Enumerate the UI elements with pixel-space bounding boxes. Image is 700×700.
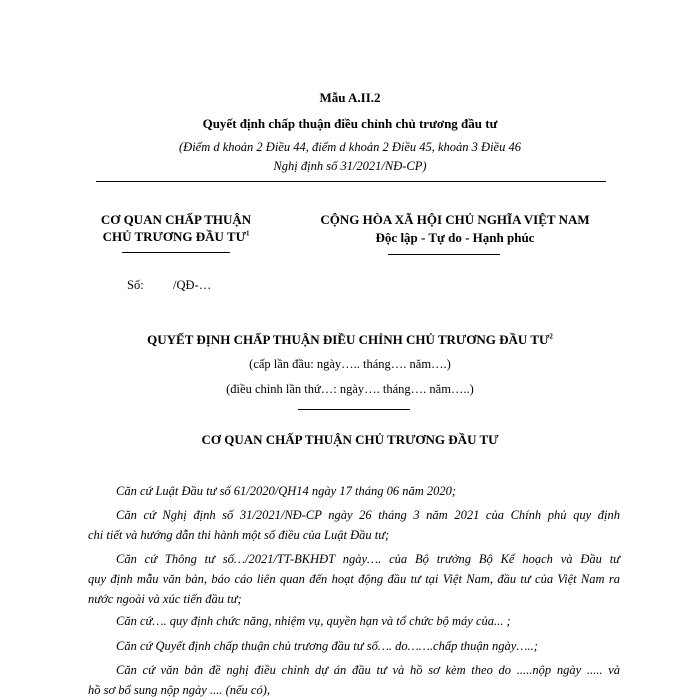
basis-paragraph: Căn cứ văn bản đề nghị điều chỉnh dự án đầu tư và hồ sơ kèm theo do .....nộp ngày ..... và hồ sơ bổ sung nộp ngày .... (nếu có),	[88, 663, 620, 697]
decision-underline	[298, 409, 410, 410]
footnote-marker-2: 2	[549, 332, 553, 341]
header-divider	[96, 181, 606, 182]
basis-paragraph: Căn cứ Quyết định chấp thuận chủ trương đầu tư số…. do…….chấp thuận ngày…..;	[116, 639, 538, 653]
basis-paragraph: Căn cứ Nghị định số 31/2021/NĐ-CP ngày 26 tháng 3 năm 2021 của Chính phủ quy định chi tiết và hướng dẫn thi hành một số điều của Luật Đầu tư;	[88, 508, 620, 542]
motto-underline	[388, 254, 500, 255]
authority-heading: CƠ QUAN CHẤP THUẬN CHỦ TRƯƠNG ĐẦU TƯ	[201, 432, 499, 447]
issue-adjust: (điều chỉnh lần thứ…: ngày…. tháng…. năm…..)	[226, 382, 474, 396]
footnote-marker-1: 1	[245, 229, 250, 238]
basis-paragraph: Căn cứ…. quy định chức năng, nhiệm vụ, quyền hạn và tổ chức bộ máy của... ;	[116, 614, 511, 628]
agency-name-line2: CHỦ TRƯƠNG ĐẦU $TƯ^1$	[102, 229, 250, 244]
decision-title: QUYẾT ĐỊNH CHẤP THUẬN ĐIỀU CHỈNH CHỦ TRƯƠNG ĐẦU $TƯ^2$	[147, 332, 553, 347]
basis-paragraph: Căn cứ Thông tư số…/2021/TT-BKHĐT ngày…. của Bộ trưởng Bộ Kế hoạch và Đầu tư quy định mẫu văn bản, báo cáo liên quan đến hoạt động đầu tư tại Việt Nam, đầu tư của Việt Nam ra nước ngoài và xúc tiến đầu tư;	[88, 552, 620, 606]
number-value: /QĐ-…	[173, 278, 212, 292]
basis-paragraph: Căn cứ Luật Đầu tư số 61/2020/QH14 ngày 17 tháng 06 năm 2020;	[116, 484, 457, 498]
number-label: Số:	[127, 278, 144, 292]
form-reference-line2: Nghị định số 31/2021/NĐ-CP)	[273, 159, 427, 173]
issue-first: (cấp lần đầu: ngày….. tháng…. năm….)	[249, 357, 451, 371]
agency-underline	[122, 252, 230, 253]
national-motto: Độc lập - Tự do - Hạnh phúc	[375, 230, 535, 245]
form-title: Quyết định chấp thuận điều chỉnh chủ trương đầu tư	[202, 116, 498, 131]
agency-name-line1: CƠ QUAN CHẤP THUẬN	[100, 212, 252, 227]
form-code: Mẫu A.II.2	[319, 90, 381, 105]
national-title: CỘNG HÒA XÃ HỘI CHỦ NGHĨA VIỆT NAM	[320, 212, 590, 227]
form-reference-line1: (Điểm d khoản 2 Điều 44, điểm d khoản 2 Điều 45, khoản 3 Điều 46	[179, 140, 521, 154]
